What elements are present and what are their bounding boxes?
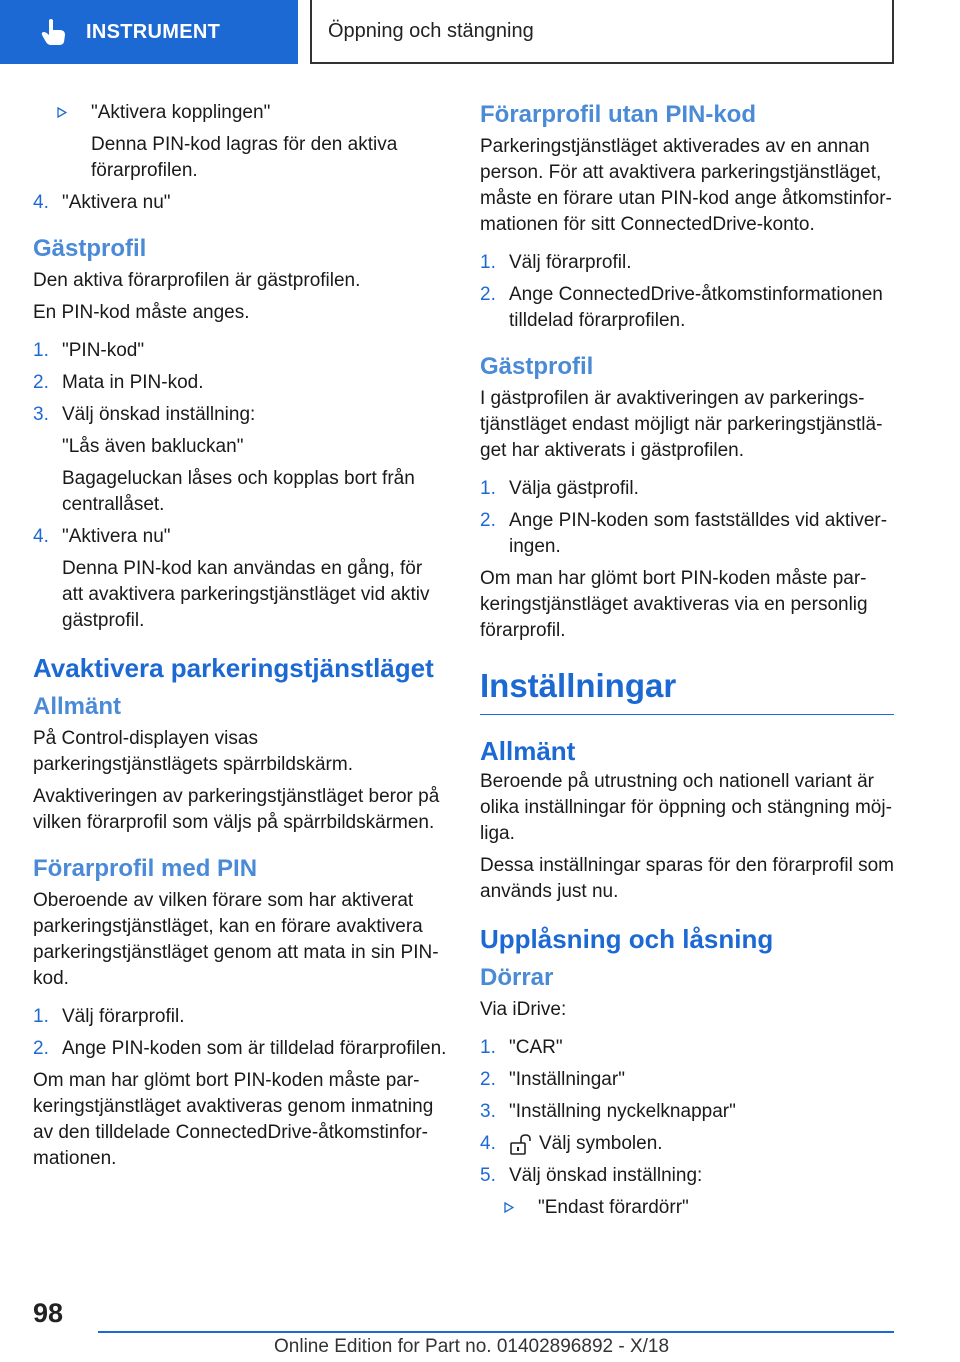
step-text: "CAR" bbox=[509, 1037, 563, 1058]
step-number: 1. bbox=[480, 478, 496, 499]
step-text: "Aktivera nu" bbox=[62, 526, 171, 547]
paragraph: Dessa inställningar sparas för den förarprofil som används just nu. bbox=[480, 855, 894, 902]
step-text: Välj förarprofil. bbox=[62, 1006, 185, 1027]
paragraph: Beroende på utrustning och nationell variant är olika inställningar för öppning och stängning möjliga. bbox=[480, 771, 892, 844]
step-number: 4. bbox=[33, 192, 49, 213]
list-item-text: "Aktivera kopplingen" bbox=[91, 102, 271, 123]
paragraph: Oberoende av vilken förare som har aktiverat parkeringstjänstläget, kan en förare avaktivera parkeringstjänstläget genom att mata in sin PIN-kod. bbox=[33, 890, 439, 989]
heading-gastprofil: Gästprofil bbox=[480, 353, 594, 380]
heading-avaktivera: Avaktivera parkeringstjänstläget bbox=[33, 653, 434, 683]
step-text: Ange ConnectedDrive-åtkomstinformationen tilldelad förarprofilen. bbox=[509, 284, 883, 331]
step-text: Välj önskad inställning: bbox=[509, 1165, 703, 1186]
heading-upplasning-och-lasning: Upplåsning och låsning bbox=[480, 924, 774, 954]
step-number: 4. bbox=[33, 526, 49, 547]
list-item bbox=[33, 100, 447, 126]
step-description: Denna PIN-kod kan användas en gång, för att avaktivera parkeringstjänstläget vid aktiv gästprofil. bbox=[62, 558, 430, 631]
step-number: 1. bbox=[480, 252, 496, 273]
step-number: 4. bbox=[480, 1133, 496, 1154]
list-item bbox=[480, 1163, 894, 1189]
list-item bbox=[480, 1131, 894, 1157]
chapter-title: Öppning och stängning bbox=[328, 19, 534, 42]
step-number: 2. bbox=[33, 372, 49, 393]
list-item bbox=[480, 476, 894, 502]
heading-dorrar: Dörrar bbox=[480, 964, 554, 991]
paragraph: Avaktiveringen av parkeringstjänstläget beror på vilken förarprofil som väljs på spärrbildskärmen. bbox=[33, 786, 440, 833]
paragraph: Den aktiva förarprofilen är gästprofilen. bbox=[33, 270, 361, 291]
step-number: 1. bbox=[33, 340, 49, 361]
step-text: Välj symbolen. bbox=[539, 1133, 663, 1154]
step-number: 2. bbox=[480, 510, 496, 531]
footer-edition: Online Edition for Part no. 01402896892 - X/18 bbox=[274, 1336, 670, 1357]
triangle-bullet-icon bbox=[480, 1195, 538, 1221]
step-number: 2. bbox=[480, 1069, 496, 1090]
list-item bbox=[33, 1004, 447, 1030]
step-text: Ange PIN-koden som fastställdes vid aktiveringen. bbox=[509, 510, 888, 557]
left-column bbox=[33, 100, 447, 1178]
step-text: Ange PIN-koden som är tilldelad förarprofilen. bbox=[62, 1038, 447, 1059]
list-item bbox=[480, 1195, 894, 1221]
heading-installningar: Inställningar bbox=[480, 666, 894, 715]
list-item-description: Denna PIN-kod lagras för den aktiva förarprofilen. bbox=[91, 134, 398, 181]
page-number: 98 bbox=[33, 1298, 64, 1328]
paragraph: Parkeringstjänstläget aktiverades av en annan person. För att avaktivera parkeringstjänstläget, måste en förare utan PIN-kod ange åtkomstinformationen för sitt ConnectedDrive-konto. bbox=[480, 136, 892, 235]
step-text: Mata in PIN-kod. bbox=[62, 372, 204, 393]
list-item bbox=[480, 250, 894, 276]
step-text: "Inställningar" bbox=[509, 1069, 625, 1090]
paragraph: En PIN-kod måste anges. bbox=[33, 302, 250, 323]
paragraph: I gästprofilen är avaktiveringen av parkeringstjänstläget endast möjligt när parkeringstjänstläget har aktiverats i gästprofilen. bbox=[480, 388, 883, 461]
heading-allmant: Allmänt bbox=[33, 693, 122, 720]
step-number: 1. bbox=[33, 1006, 49, 1027]
step-text: "Aktivera nu" bbox=[62, 192, 171, 213]
heading-forarprofil-med-pin: Förarprofil med PIN bbox=[33, 855, 258, 882]
step-number: 1. bbox=[480, 1037, 496, 1058]
list-item bbox=[33, 524, 447, 550]
list-item bbox=[480, 1035, 894, 1061]
list-item bbox=[33, 370, 447, 396]
step-option: "Lås även bakluckan" bbox=[62, 436, 244, 457]
section-tab[interactable] bbox=[0, 0, 298, 64]
list-item bbox=[33, 190, 447, 216]
heading-allmant: Allmänt bbox=[480, 736, 576, 766]
list-item bbox=[480, 508, 894, 560]
chapter-header bbox=[310, 0, 894, 64]
footer-divider bbox=[98, 1331, 894, 1333]
list-item bbox=[33, 402, 447, 428]
step-text: "PIN-kod" bbox=[62, 340, 145, 361]
list-item bbox=[33, 338, 447, 364]
paragraph: Om man har glömt bort PIN-koden måste parkeringstjänstläget avaktiveras genom inmatning av den tilldelade ConnectedDrive-åtkomstinformationen. bbox=[33, 1070, 434, 1169]
section-label: INSTRUMENT bbox=[86, 20, 221, 43]
step-number: 3. bbox=[33, 404, 49, 425]
step-text: Välj förarprofil. bbox=[509, 252, 632, 273]
paragraph: Om man har glömt bort PIN-koden måste parkeringstjänstläget avaktiveras via en personlig förarprofil. bbox=[480, 568, 868, 641]
unlock-icon bbox=[509, 1133, 533, 1155]
list-item bbox=[33, 1036, 447, 1062]
list-item bbox=[480, 1067, 894, 1093]
step-description: Bagageluckan låses och kopplas bort från centrallåset. bbox=[62, 468, 415, 515]
heading-gastprofil: Gästprofil bbox=[33, 235, 147, 262]
paragraph: Via iDrive: bbox=[480, 999, 567, 1020]
list-item bbox=[480, 1099, 894, 1125]
step-text: Välj önskad inställning: bbox=[62, 404, 256, 425]
right-column bbox=[480, 100, 894, 1227]
step-number: 2. bbox=[33, 1038, 49, 1059]
step-text: "Inställning nyckelknappar" bbox=[509, 1101, 736, 1122]
list-item bbox=[480, 282, 894, 334]
step-text: Välja gästprofil. bbox=[509, 478, 639, 499]
heading-forarprofil-utan-pin: Förarprofil utan PIN-kod bbox=[480, 101, 756, 128]
pointing-hand-icon bbox=[40, 18, 66, 46]
triangle-bullet-icon bbox=[33, 100, 91, 126]
list-item-text: "Endast förardörr" bbox=[538, 1197, 689, 1218]
step-number: 3. bbox=[480, 1101, 496, 1122]
step-number: 5. bbox=[480, 1165, 496, 1186]
paragraph: På Control-displayen visas parkeringstjänstlägets spärrbildskärm. bbox=[33, 728, 353, 775]
step-number: 2. bbox=[480, 284, 496, 305]
